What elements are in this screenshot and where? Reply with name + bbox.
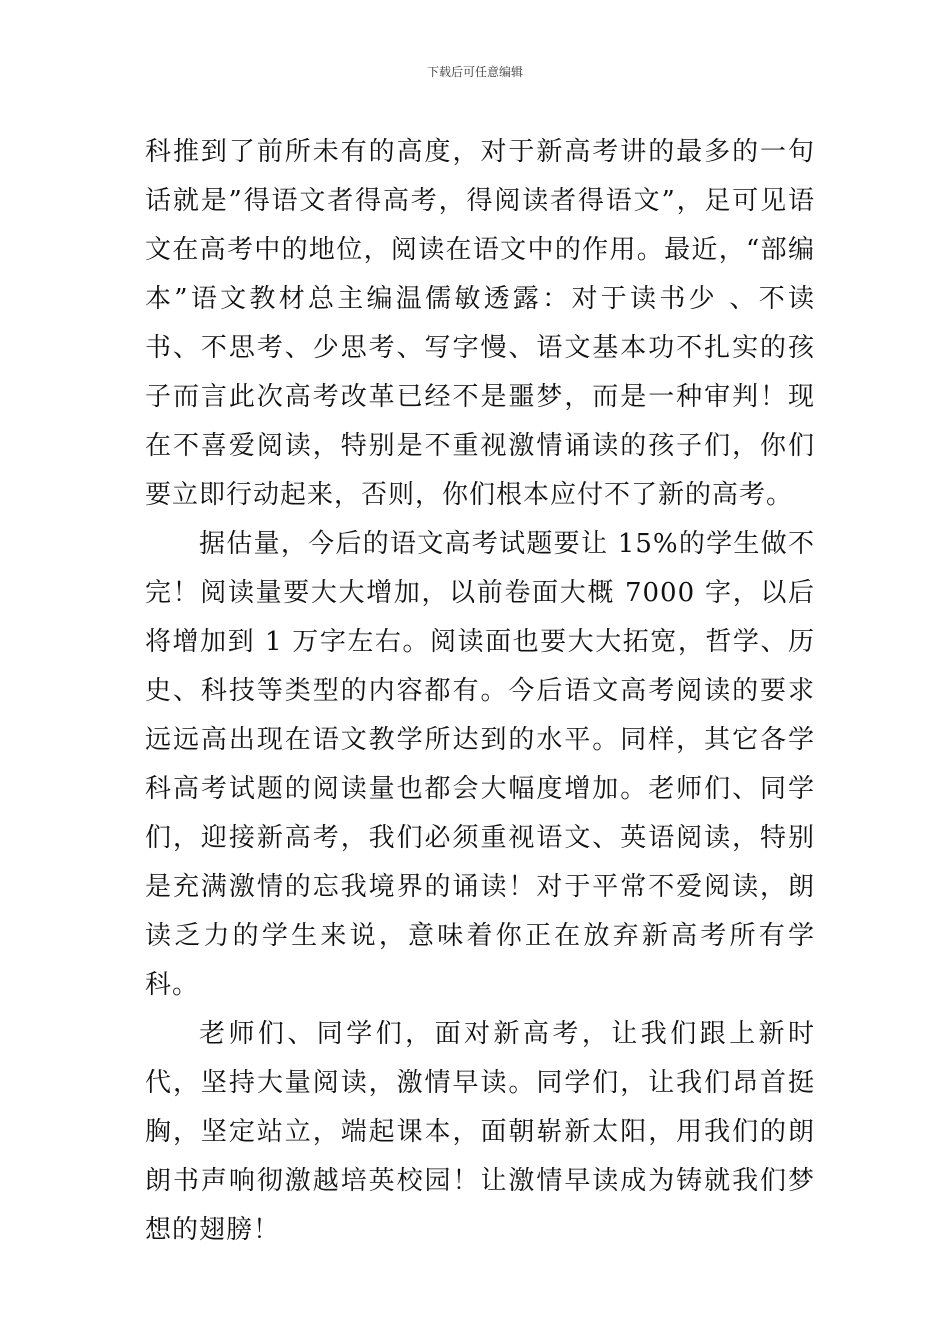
document-body [145, 128, 815, 1255]
paragraph-3: 老师们、同学们，面对新高考，让我们跟上新时代，坚持大量阅读，激情早读。同学们，让我们昂首挺胸，坚定站立，端起课本，面朝崭新太阳，用我们的朗朗书声响彻激越培英校园！让激情早读成为铸就我们梦想的翅膀！ [145, 1019, 815, 1245]
page-header-note: 下载后可任意编辑 [426, 65, 523, 79]
paragraph-2: 据估量，今后的语文高考试题要让 15%的学生做不完！阅读量要大大增加，以前卷面大概 7000 字，以后将增加到 1 万字左右。阅读面也要大大拓宽，哲学、历史、科技等类型的内容都有。今后语文高考阅读的要求远远高出现在语文教学所达到的水平。同样，其它各学科高考试题的阅读量也都会大幅度增加。老师们、同学们，迎接新高考，我们必须重视语文、英语阅读，特别是充满激情的忘我境界的诵读！对于平常不爱阅读，朗读乏力的学生来说，意味着你正在放弃新高考所有学科。 [145, 529, 815, 1000]
paragraph-1: 科推到了前所未有的高度，对于新高考讲的最多的一句话就是”得语文者得高考，得阅读者得语文”，足可见语文在高考中的地位，阅读在语文中的作用。最近，“部编本”语文教材总主编温儒敏透露：对于读书少 、不读书、不思考、少思考、写字慢、语文基本功不扎实的孩子而言此次高考改革已经不是噩梦，而是一种审判！现在不喜爱阅读，特别是不重视激情诵读的孩子们，你们要立即行动起来，否则，你们根本应付不了新的高考。 [145, 137, 815, 510]
